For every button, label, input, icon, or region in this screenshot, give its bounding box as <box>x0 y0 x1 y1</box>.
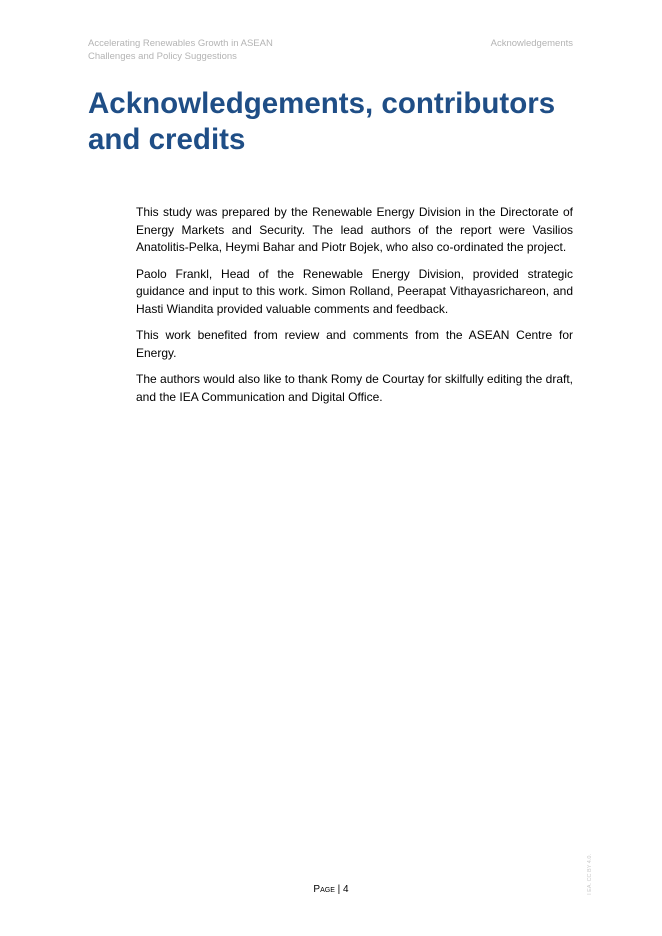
page-label: Page <box>313 884 335 895</box>
page-title: Acknowledgements, contributors and credits <box>88 87 556 156</box>
running-header-section: Acknowledgements <box>490 38 573 49</box>
page-number: 4 <box>343 884 349 895</box>
license-note: I EA. CC BY 4.0. <box>587 854 593 895</box>
paragraph-1: This study was prepared by the Renewable Energy Division in the Directorate of Energy Markets and Security. The lead authors of the report were Vasilios Anatolitis-Pelka, Heymi Bahar and Piotr Bojek, who also co-ordinated the project. <box>136 205 573 254</box>
paragraph-2: Paolo Frankl, Head of the Renewable Energy Division, provided strategic guidance and input to this work. Simon Rolland, Peerapat Vithayasrichareon, and Hasti Wiandita provided valuable comments and feedback. <box>136 266 573 316</box>
page-footer <box>0 883 662 897</box>
paragraph-3: This work benefited from review and comments from the ASEAN Centre for Energy. <box>136 328 573 360</box>
acknowledgements-body <box>136 204 573 415</box>
page-separator: | <box>334 884 344 895</box>
running-header-title <box>88 38 273 63</box>
report-title-line-2: Challenges and Policy Suggestions <box>88 50 237 62</box>
report-title-line-1: Accelerating Renewables Growth in ASEAN <box>88 38 273 49</box>
paragraph-4: The authors would also like to thank Romy de Courtay for skilfully editing the draft, and the IEA Communication and Digital Office. <box>136 372 573 404</box>
